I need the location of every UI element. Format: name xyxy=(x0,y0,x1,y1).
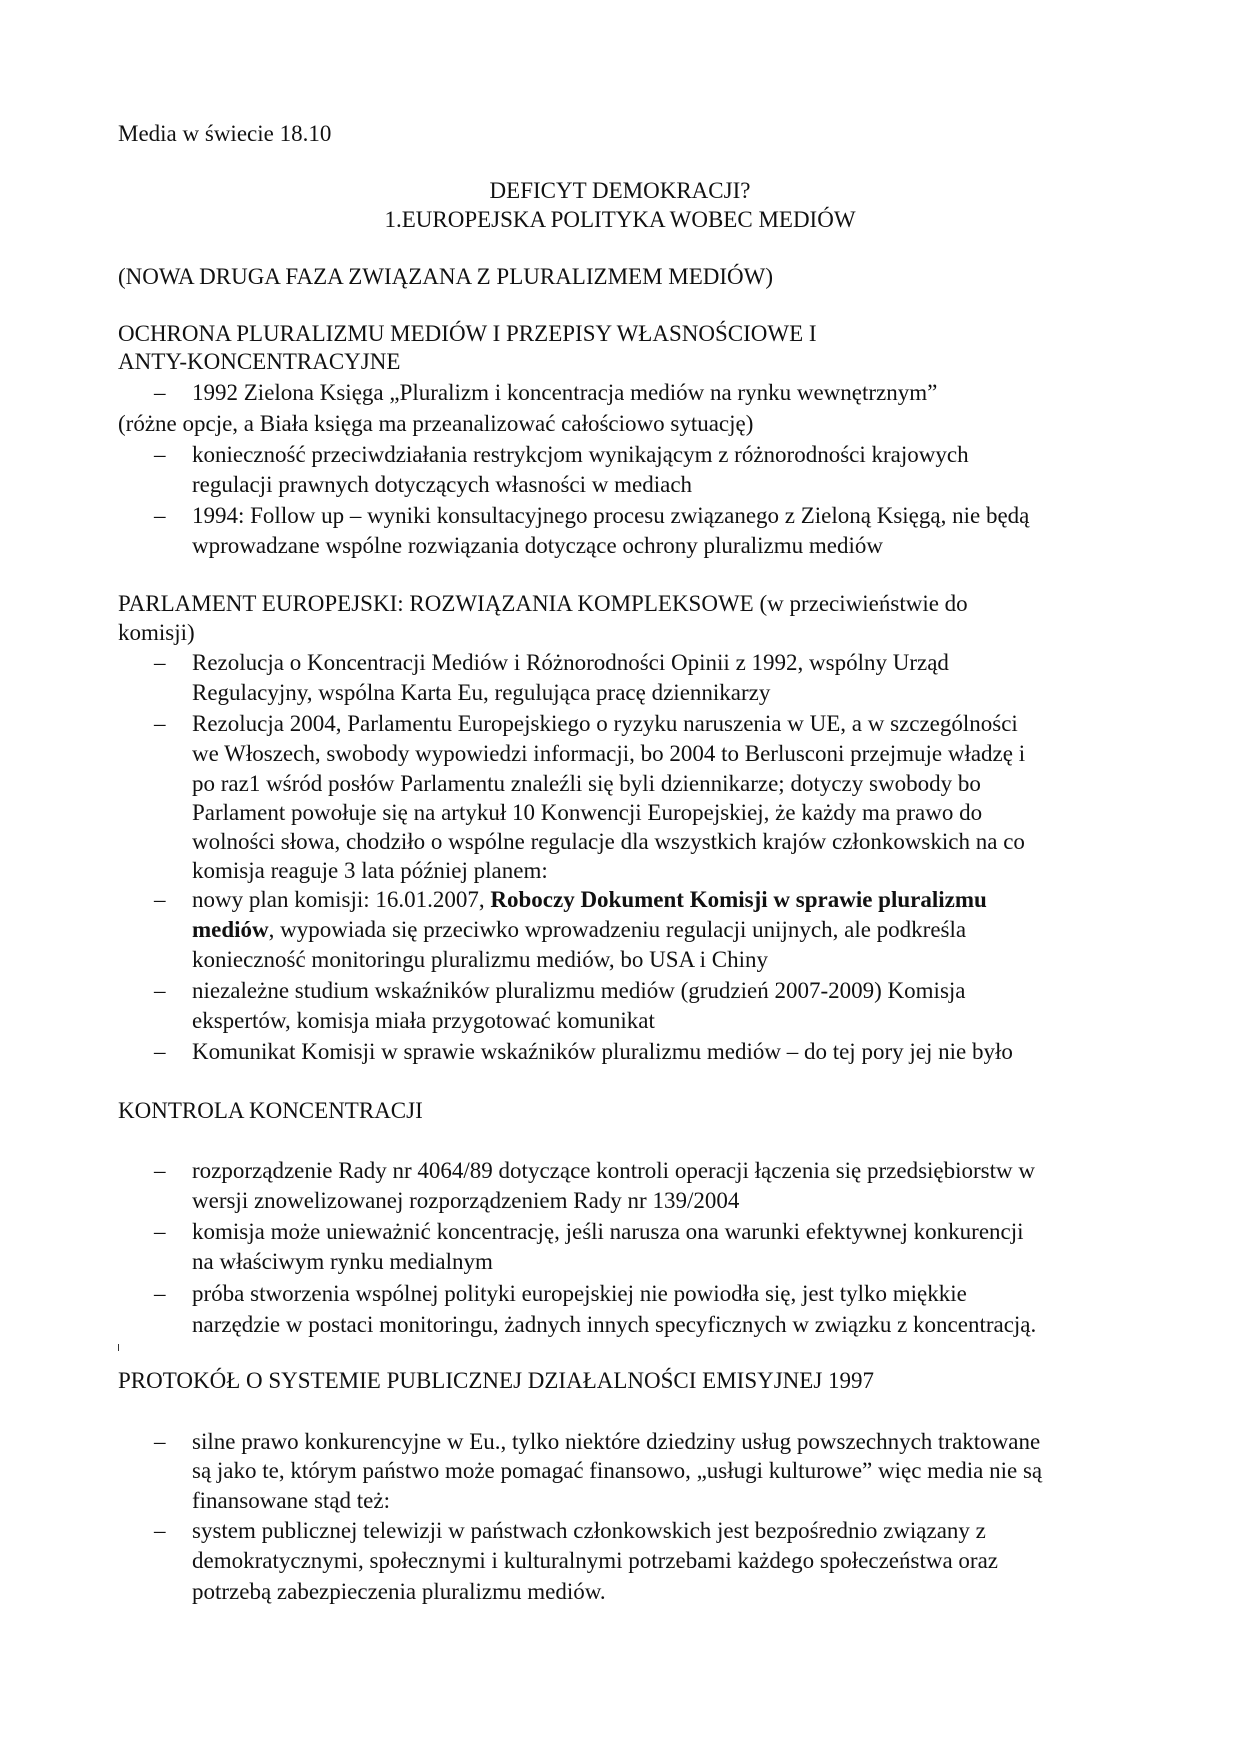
bullet-dash: – xyxy=(154,1039,166,1064)
list-item: konieczność przeciwdziałania restrykcjom wynikającym z różnorodności krajowych xyxy=(192,442,969,467)
list-item: Komunikat Komisji w sprawie wskaźników pluralizmu mediów – do tej pory jej nie było xyxy=(192,1039,1013,1064)
list-item: Parlament powołuje się na artykuł 10 Konwencji Europejskiej, że każdy ma prawo do xyxy=(192,800,983,825)
bullet-dash: – xyxy=(154,1158,166,1183)
list-item: we Włoszech, swobody wypowiedzi informacji, bo 2004 to Berlusconi przejmuje władzę i xyxy=(192,741,1026,766)
section-heading: KONTROLA KONCENTRACJI xyxy=(118,1098,423,1123)
list-item: na właściwym rynku medialnym xyxy=(192,1249,493,1274)
subtitle: (NOWA DRUGA FAZA ZWIĄZANA Z PLURALIZMEM MEDIÓW) xyxy=(118,264,774,289)
list-item: potrzebą zabezpieczenia pluralizmu mediów. xyxy=(192,1579,606,1604)
list-item: 1994: Follow up – wyniki konsultacyjnego procesu związanego z Zieloną Księgą, nie będą xyxy=(192,503,1030,528)
list-item: system publicznej telewizji w państwach członkowskich jest bezpośrednio związany z xyxy=(192,1518,986,1543)
bullet-dash: – xyxy=(154,1281,166,1306)
bullet-dash: – xyxy=(154,1429,166,1454)
list-item: wolności słowa, chodziło o wspólne regulacje dla wszystkich krajów członkowskich na co xyxy=(192,829,1025,854)
list-item: ekspertów, komisja miała przygotować komunikat xyxy=(192,1008,655,1033)
list-item: finansowane stąd też: xyxy=(192,1488,390,1513)
note: (różne opcje, a Biała księga ma przeanalizować całościowo sytuację) xyxy=(118,411,754,436)
bullet-dash: – xyxy=(154,442,166,467)
bullet-dash: – xyxy=(154,380,166,405)
list-item: rozporządzenie Rady nr 4064/89 dotyczące kontroli operacji łączenia się przedsiębiorstw w xyxy=(192,1158,1035,1183)
list-item: Rezolucja o Koncentracji Mediów i Różnorodności Opinii z 1992, wspólny Urząd xyxy=(192,650,949,675)
plain-text: nowy plan komisji: 16.01.2007, xyxy=(192,887,491,912)
list-item: po raz1 wśród posłów Parlamentu znaleźli się byli dziennikarze; dotyczy swobody bo xyxy=(192,771,981,796)
list-item xyxy=(192,885,987,915)
list-item: regulacji prawnych dotyczących własności w mediach xyxy=(192,472,693,497)
bold-text: Roboczy Dokument Komisji w sprawie pluralizmu xyxy=(490,887,987,912)
list-item: wersji znowelizowanej rozporządzeniem Rady nr 139/2004 xyxy=(192,1188,740,1213)
list-item: są jako te, którym państwo może pomagać finansowo, „usługi kulturowe” więc media nie są xyxy=(192,1458,1043,1483)
section-heading: PROTOKÓŁ O SYSTEMIE PUBLICZNEJ DZIAŁALNOŚCI EMISYJNEJ 1997 xyxy=(118,1368,875,1393)
section-heading: OCHRONA PLURALIZMU MEDIÓW I PRZEPISY WŁASNOŚCIOWE I xyxy=(118,321,817,346)
bullet-dash: – xyxy=(154,887,166,912)
title-line-1: DEFICYT DEMOKRACJI? xyxy=(489,178,751,203)
list-item: wprowadzane wspólne rozwiązania dotyczące ochrony pluralizmu mediów xyxy=(192,533,883,558)
section-heading: ANTY-KONCENTRACYJNE xyxy=(118,349,401,374)
bullet-dash: – xyxy=(154,978,166,1003)
list-item: silne prawo konkurencyjne w Eu., tylko niektóre dziedziny usług powszechnych traktowane xyxy=(192,1429,1041,1454)
list-item xyxy=(192,915,966,945)
stray-mark xyxy=(118,1344,119,1351)
list-item: Rezolucja 2004, Parlamentu Europejskiego o ryzyku naruszenia w UE, a w szczególności xyxy=(192,711,1018,736)
bold-text: mediów xyxy=(192,917,269,942)
list-item: narzędzie w postaci monitoringu, żadnych innych specyficznych w związku z koncentracją. xyxy=(192,1312,1037,1337)
list-item: komisja reaguje 3 lata później planem: xyxy=(192,858,548,883)
section-heading: PARLAMENT EUROPEJSKI: ROZWIĄZANIA KOMPLEKSOWE (w przeciwieństwie do xyxy=(118,591,968,616)
list-item: niezależne studium wskaźników pluralizmu mediów (grudzień 2007-2009) Komisja xyxy=(192,978,966,1003)
list-item: demokratycznymi, społecznymi i kulturalnymi potrzebami każdego społeczeństwa oraz xyxy=(192,1548,998,1573)
bullet-dash: – xyxy=(154,1219,166,1244)
bullet-dash: – xyxy=(154,503,166,528)
list-item: Regulacyjny, wspólna Karta Eu, regulująca pracę dziennikarzy xyxy=(192,680,771,705)
list-item: konieczność monitoringu pluralizmu mediów, bo USA i Chiny xyxy=(192,947,768,972)
list-item: komisja może unieważnić koncentrację, jeśli narusza ona warunki efektywnej konkurencji xyxy=(192,1219,1024,1244)
list-item: 1992 Zielona Księga „Pluralizm i koncentracja mediów na rynku wewnętrznym” xyxy=(192,380,938,405)
section-heading: komisji) xyxy=(118,620,195,645)
bullet-dash: – xyxy=(154,650,166,675)
title-line-2: 1.EUROPEJSKA POLITYKA WOBEC MEDIÓW xyxy=(384,207,856,232)
list-item: próba stworzenia wspólnej polityki europejskiej nie powiodła się, jest tylko miękkie xyxy=(192,1281,967,1306)
bullet-dash: – xyxy=(154,711,166,736)
date-line: Media w świecie 18.10 xyxy=(118,121,332,146)
bullet-dash: – xyxy=(154,1518,166,1543)
plain-text: , wypowiada się przeciwko wprowadzeniu regulacji unijnych, ale podkreśla xyxy=(268,917,967,942)
